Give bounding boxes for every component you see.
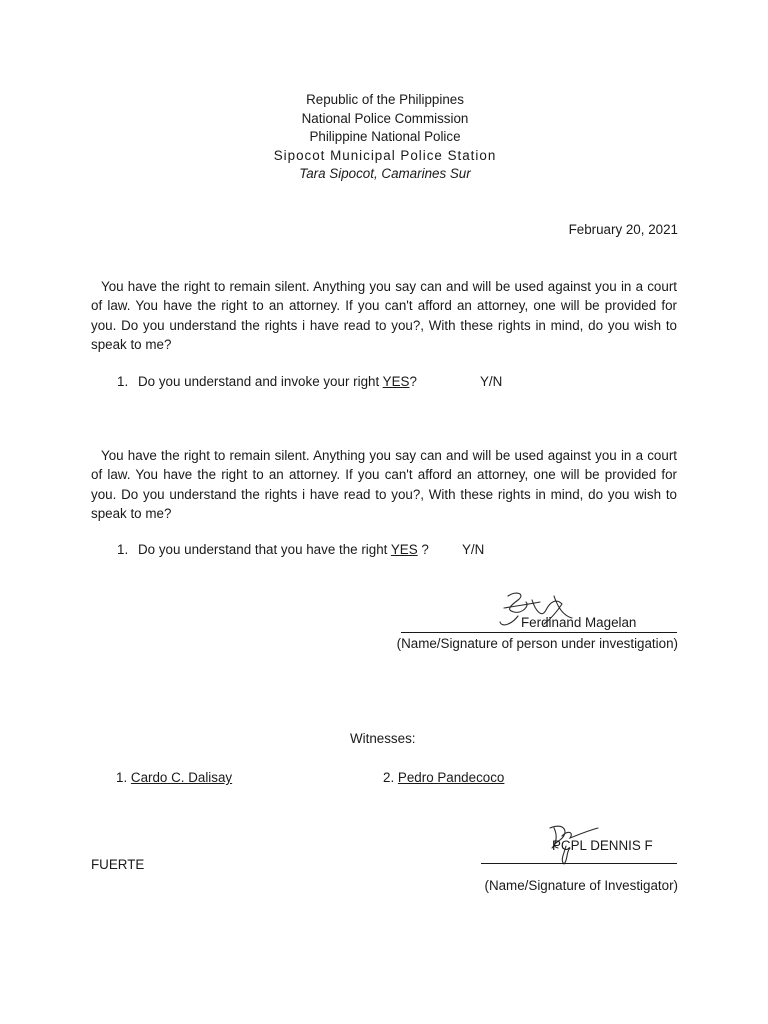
header-commission: National Police Commission [301, 110, 469, 126]
subject-caption: (Name/Signature of person under investigation) [396, 636, 678, 651]
question-text: Do you understand and invoke your right [138, 374, 383, 389]
document-date: February 20, 2021 [568, 222, 678, 237]
witness-item-2 [383, 770, 504, 785]
header-address: Tara Sipocot, Camarines Sur [299, 166, 471, 181]
header-station: Sipocot Municipal Police Station [273, 147, 497, 163]
question-1 [117, 374, 417, 389]
rights-paragraph-1: You have the right to remain silent. Anything you say can and will be used against you in a court of law. You have the right to an attorney. If you can't afford an attorney, one will be provided for you. Do you understand the rights i have read to you?, With these rights in mind, do you wish to speak to me? [91, 279, 677, 352]
witnesses-heading: Witnesses: [350, 731, 416, 746]
yes-no-indicator: Y/N [480, 374, 503, 389]
question-answer: YES [390, 542, 418, 557]
header-country: Republic of the Philippines [306, 92, 464, 107]
rights-paragraph-2: You have the right to remain silent. Anything you say can and will be used against you in a court of law. You have the right to an attorney. If you can't afford an attorney, one will be provided for you. Do you understand the rights i have read to you?, With these rights in mind, do you wish to speak to me? [91, 448, 677, 521]
question-answer: YES [382, 374, 410, 389]
witness-number: 2. [383, 770, 395, 785]
witness-number: 1. [116, 770, 128, 785]
question-suffix: ? [409, 374, 417, 389]
question-number: 1. [117, 542, 129, 557]
investigator-name-continued: FUERTE [91, 857, 145, 872]
witness-name: Cardo C. Dalisay [130, 770, 233, 785]
question-text: Do you understand that you have the right [138, 542, 391, 557]
question-number: 1. [117, 374, 129, 389]
letterhead [0, 91, 768, 184]
subject-signature-line [401, 632, 677, 633]
investigator-caption: (Name/Signature of Investigator) [484, 878, 678, 893]
question-suffix: ? [417, 542, 429, 557]
witness-item-1 [116, 770, 232, 785]
investigator-name: PCPL DENNIS F [552, 838, 653, 853]
investigator-signature-line [481, 863, 677, 864]
yes-no-indicator: Y/N [462, 542, 485, 557]
header-agency: Philippine National Police [309, 129, 461, 144]
subject-name: Ferdinand Magelan [521, 615, 637, 630]
witness-name: Pedro Pandecoco [397, 770, 505, 785]
question-2 [117, 542, 429, 557]
